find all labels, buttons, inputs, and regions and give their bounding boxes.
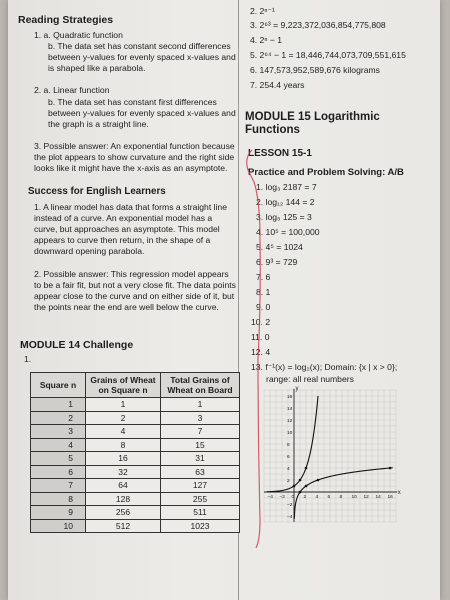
challenge-answer-7: 7. 254.4 years (250, 80, 305, 90)
cell-total: 63 (161, 465, 240, 479)
x-tick-label: 14 (375, 495, 381, 500)
cell-square: 9 (31, 506, 86, 520)
x-tick-label: −2 (279, 495, 285, 500)
x-tick-label: 0 (291, 495, 295, 500)
answer-1: 1. log₃ 2187 = 7 (256, 182, 317, 192)
y-axis-label: y (295, 385, 299, 392)
y-tick-label: 10 (287, 430, 293, 436)
cell-square: 10 (31, 519, 86, 533)
cell-grains: 16 (86, 452, 161, 466)
challenge-item-1: 1. (24, 354, 32, 364)
practice-heading: Practice and Problem Solving: A/B (248, 167, 404, 178)
y-tick-label: 14 (287, 406, 293, 412)
y-tick-label: 8 (287, 442, 290, 448)
cell-total: 3 (161, 411, 240, 425)
reading-strategies-heading: Reading Strategies (18, 14, 114, 26)
y-tick-label: 16 (287, 394, 293, 400)
cell-total: 1023 (161, 519, 240, 533)
cell-square: 8 (31, 492, 86, 506)
cell-total: 31 (161, 452, 240, 466)
answer-11: 11. 0 (251, 332, 270, 342)
cell-grains: 4 (86, 425, 161, 439)
challenge-answer-6: 6. 147,573,952,589,676 kilograms (250, 65, 380, 75)
y-tick-label: 4 (287, 466, 290, 472)
item-2a: 2. a. Linear function (34, 85, 110, 95)
cell-grains: 8 (86, 438, 161, 452)
cell-total: 7 (161, 425, 240, 439)
cell-grains: 64 (86, 479, 161, 493)
cell-grains: 256 (86, 506, 161, 520)
challenge-heading: MODULE 14 Challenge (20, 339, 134, 351)
answer-3: 3. log₅ 125 = 3 (256, 212, 312, 222)
y-tick-label: 12 (287, 418, 293, 424)
item-3: 3. Possible answer: An exponential function because the plot appears to show curvature and the right side looks like it might have the x-axis as an asymptote. (34, 141, 235, 173)
cell-square: 3 (31, 425, 86, 439)
y-tick-label: 2 (287, 478, 290, 484)
success-item-1: 1. A linear model has data that forms a straight line instead of a curve. An exponential model has a curve, but approaches an asymptote. This model appears to curve then return, in the shape of a downward opening parabola. (34, 202, 227, 256)
cell-grains: 2 (86, 411, 161, 425)
x-tick-label: 12 (363, 495, 369, 500)
col-header-grains: Grains of Wheat on Square n (86, 373, 161, 398)
answer-4: 4. 10⁵ = 100,000 (256, 227, 320, 237)
y-tick-label: −4 (287, 514, 293, 520)
cell-grains: 128 (86, 492, 161, 506)
cell-total: 511 (161, 506, 240, 520)
x-tick-label: 4 (315, 495, 319, 500)
cell-square: 4 (31, 438, 86, 452)
x-tick-label: −4 (267, 495, 273, 500)
cell-total: 255 (161, 492, 240, 506)
answer-10: 10. 2 (251, 317, 271, 327)
answer-5: 5. 4⁵ = 1024 (256, 242, 303, 252)
challenge-answer-2: 2. 2ⁿ⁻¹ (250, 6, 275, 16)
y-tick-label: −2 (287, 502, 293, 508)
red-pen-mark (8, 0, 440, 600)
answer-8: 8. 1 (256, 287, 271, 297)
answer-6: 6. 9³ = 729 (256, 257, 298, 267)
x-tick-label: 10 (351, 495, 357, 500)
x-tick-label: 8 (339, 495, 343, 500)
answer-12: 12. 4 (251, 347, 271, 357)
lesson-heading: LESSON 15-1 (248, 148, 312, 159)
cell-grains: 512 (86, 519, 161, 533)
y-tick-label: 6 (287, 454, 290, 460)
success-item-2: 2. Possible answer: This regression model appears to be a fair fit, but not a very close fit. The data points appear close to the curve and on either side of it, but the points near the end are well below the curve. (34, 269, 236, 312)
answer-2: 2. log₁₂ 144 = 2 (256, 197, 315, 207)
challenge-answer-5: 5. 2⁶⁴ − 1 = 18,446,744,073,709,551,615 (250, 50, 406, 60)
cell-square: 2 (31, 411, 86, 425)
challenge-answer-4: 4. 2ⁿ − 1 (250, 35, 283, 45)
answer-13: 13. f⁻¹(x) = log₂(x); Domain: {x | x > 0}; (251, 362, 398, 372)
worksheet-page (8, 0, 440, 600)
cell-grains: 32 (86, 465, 161, 479)
challenge-answer-3: 3. 2⁶³ = 9,223,372,036,854,775,808 (250, 20, 386, 30)
answer-13-range: range: all real numbers (266, 374, 354, 384)
module-15-heading: MODULE 15 Logarithmic Functions (245, 111, 380, 136)
item-1a: 1. a. Quadratic function (34, 30, 123, 40)
cell-square: 6 (31, 465, 86, 479)
success-heading: Success for English Learners (28, 186, 166, 197)
x-tick-label: 6 (327, 495, 331, 500)
x-tick-label: 2 (303, 495, 307, 500)
cell-grains: 1 (86, 398, 161, 412)
x-axis-label: x (397, 490, 401, 496)
x-tick-label: 16 (387, 495, 393, 500)
cell-square: 1 (31, 398, 86, 412)
cell-square: 7 (31, 479, 86, 493)
cell-total: 1 (161, 398, 240, 412)
answer-9: 9. 0 (256, 302, 271, 312)
col-header-square: Square n (31, 373, 86, 398)
cell-total: 127 (161, 479, 240, 493)
cell-total: 15 (161, 438, 240, 452)
item-1b: b. The data set has constant second differences between y-values for evenly spaced x-values and is shaped like a parabola. (48, 41, 236, 73)
item-2b: b. The data set has constant first differences between y-values for evenly spaced x-values and the graph is a straight line. (48, 97, 236, 129)
col-header-total: Total Grains of Wheat on Board (161, 373, 240, 398)
answer-7: 7. 6 (256, 272, 271, 282)
cell-square: 5 (31, 452, 86, 466)
